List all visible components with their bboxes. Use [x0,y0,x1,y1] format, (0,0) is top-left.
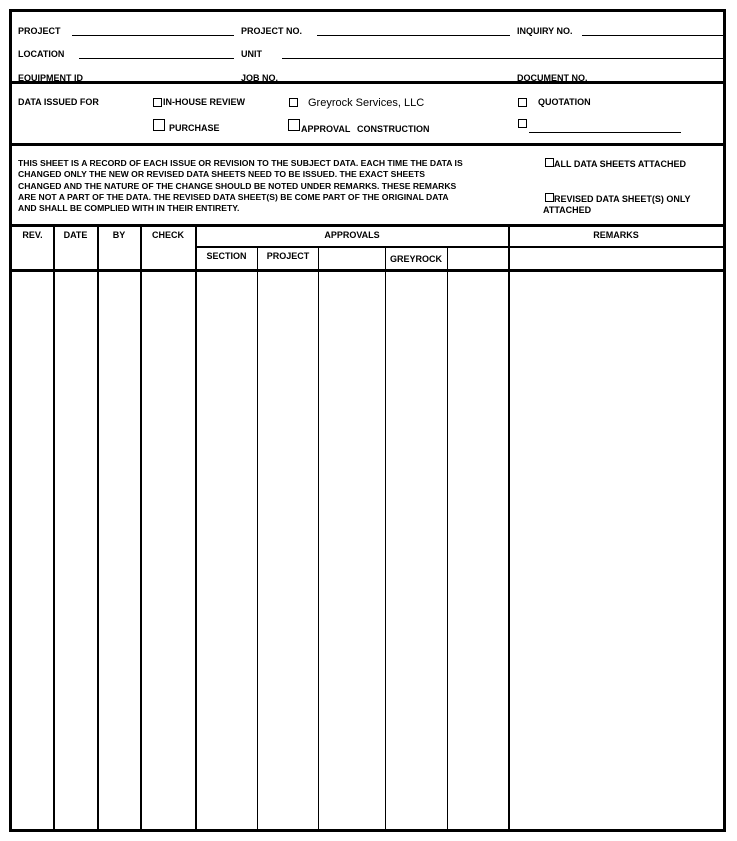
location-label: LOCATION [18,49,65,59]
revised-sheets-checkbox[interactable] [545,193,554,202]
greyrock-header: GREYROCK [389,254,442,264]
col-divider-section [257,246,258,832]
inquiry-no-field[interactable] [582,35,723,36]
in-house-review-checkbox[interactable] [153,98,162,107]
col-divider-blank [385,246,386,832]
job-no-label: JOB NO. [241,73,279,83]
quotation-checkbox[interactable] [518,98,527,107]
approval-label: APPROVAL [301,124,351,134]
document-no-label: DOCUMENT NO. [517,73,588,83]
project-label: PROJECT [18,26,61,36]
project-approval-header: PROJECT [266,251,310,261]
col-divider-check [195,224,197,832]
revised-sheets-label-line1: REVISED DATA SHEET(S) ONLY [554,194,691,204]
unit-field[interactable] [282,58,723,59]
remarks-header: REMARKS [593,230,639,240]
by-header: BY [112,230,126,240]
purchase-checkbox[interactable] [153,119,165,131]
revised-sheets-label-line2: ATTACHED [543,205,592,215]
unit-label: UNIT [241,49,262,59]
approvals-subheader-line [196,246,509,248]
col-divider-project [318,246,319,832]
col-divider-date [97,224,99,832]
table-header-divider [12,269,723,272]
purchase-label: PURCHASE [169,123,220,133]
construction-label: CONSTRUCTION [357,124,430,134]
all-data-sheets-label: ALL DATA SHEETS ATTACHED [554,159,686,169]
header-divider [12,81,723,84]
issued-divider [12,143,723,146]
project-no-field[interactable] [317,35,510,36]
greyrock-checkbox[interactable] [289,98,298,107]
in-house-review-label: IN-HOUSE REVIEW [163,97,246,107]
section-header: SECTION [206,251,247,261]
approval-construction-checkbox[interactable] [288,119,300,131]
inquiry-no-label: INQUIRY NO. [517,26,573,36]
other-checkbox[interactable] [518,119,527,128]
col-divider-greyrock [447,246,448,832]
rev-header: REV. [22,230,43,240]
approvals-header: APPROVALS [324,230,380,240]
col-divider-approvals [508,224,510,832]
revision-record-form [9,9,726,832]
project-field[interactable] [72,35,234,36]
project-no-label: PROJECT NO. [241,26,303,36]
equipment-id-label: EQUIPMENT ID [18,73,84,83]
quotation-label: QUOTATION [538,97,591,107]
revision-notice-text: THIS SHEET IS A RECORD OF EACH ISSUE OR REVISION TO THE SUBJECT DATA. EACH TIME THE DATA IS CHANGED ONLY THE NEW OR REVISED DATA SHEETS NEED TO BE ISSUED. THE EXACT SHEETS CHANGED AND THE NATURE OF THE CHANGE SHOULD BE NOTED UNDER REMARKS. THESE REMARKS ARE NOT A PART OF THE DATA. THE REVISED DATA SHEET(S) BE COME PART OF THE ORIGINAL DATA AND SHALL BE COMPLIED WITH IN THEIR ENTIRETY. [18,158,463,214]
col-divider-rev [53,224,55,832]
date-header: DATE [63,230,88,240]
notice-divider [12,224,723,227]
remarks-subheader-line [509,246,723,248]
other-field[interactable] [529,132,681,133]
all-data-sheets-checkbox[interactable] [545,158,554,167]
location-field[interactable] [79,58,234,59]
col-divider-by [140,224,142,832]
company-name-label: Greyrock Services, LLC [308,97,425,109]
check-header: CHECK [151,230,184,240]
data-issued-for-label: DATA ISSUED FOR [18,97,99,107]
